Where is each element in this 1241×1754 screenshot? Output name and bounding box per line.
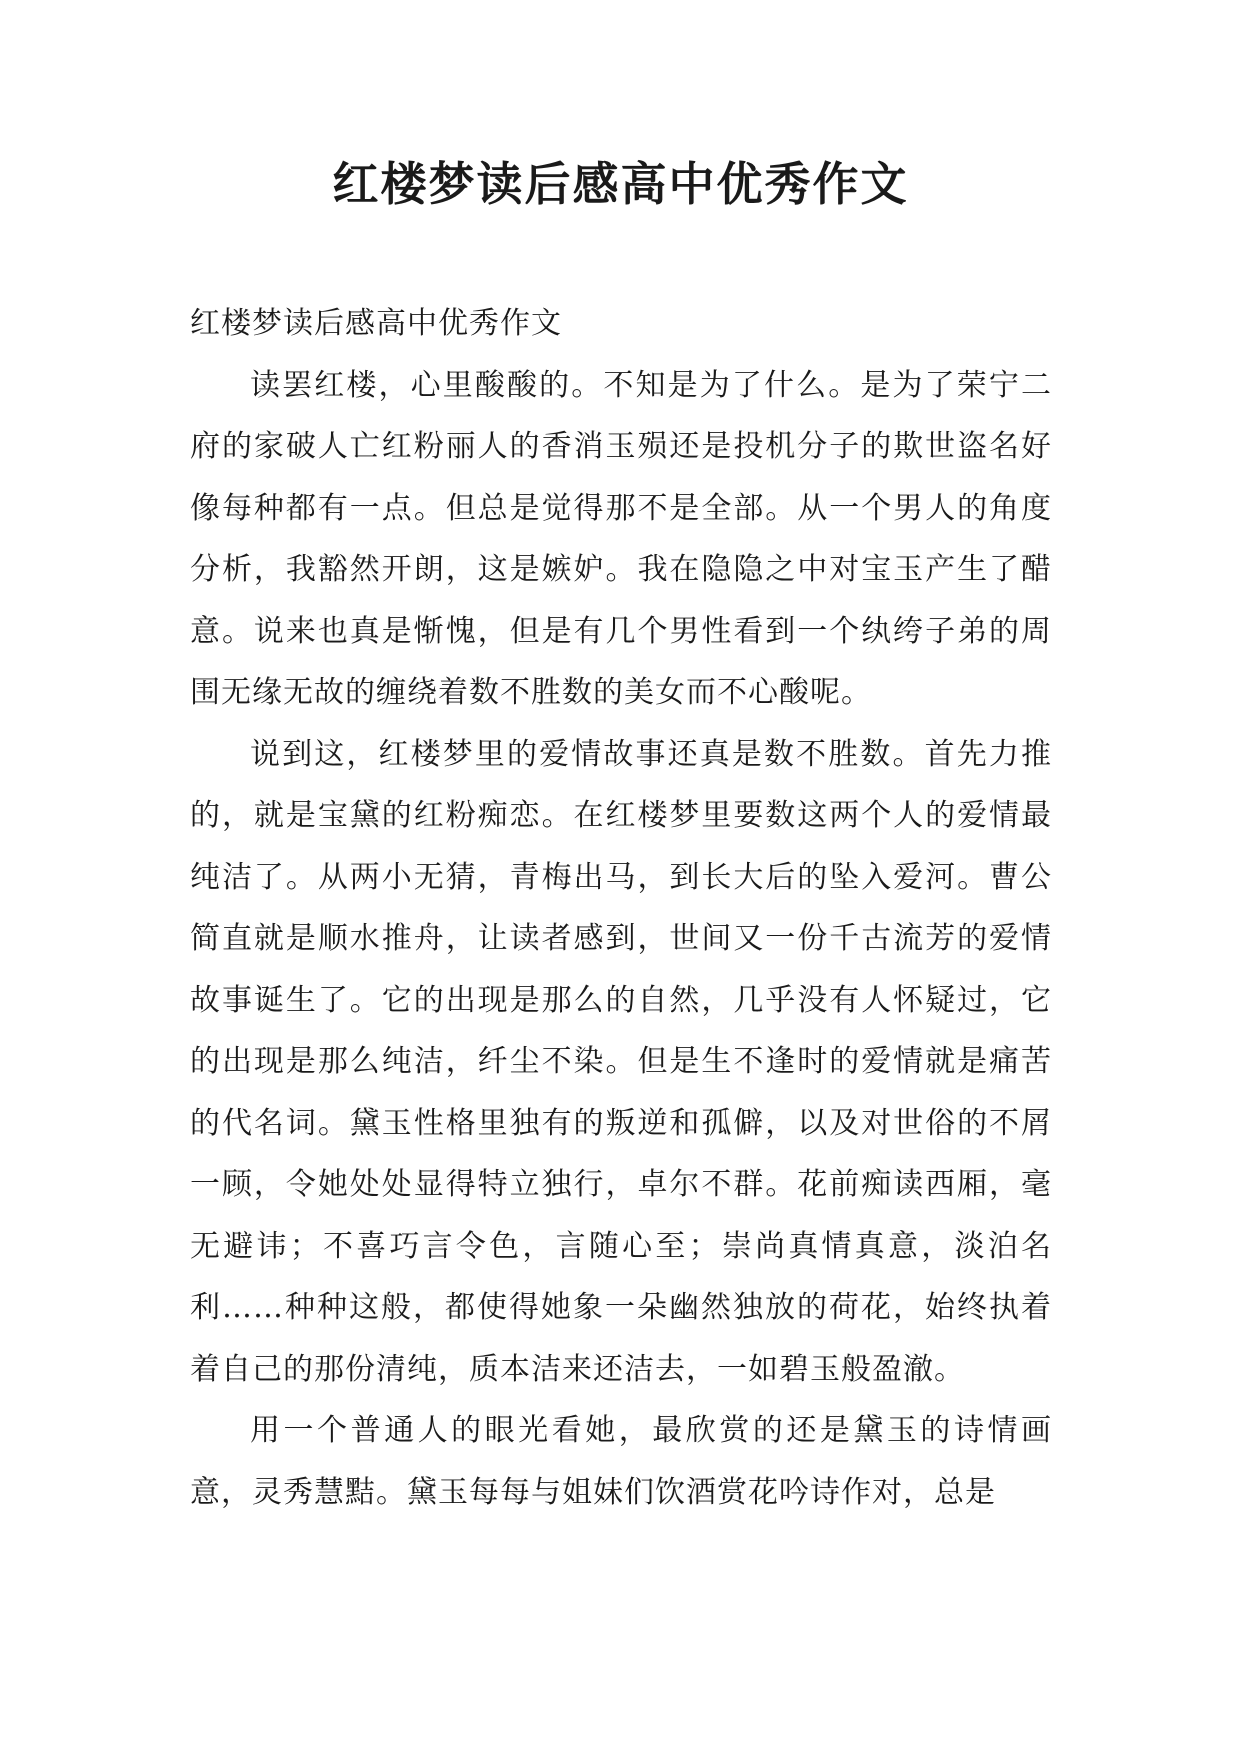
paragraph-2: 说到这，红楼梦里的爱情故事还真是数不胜数。首先力推的，就是宝黛的红粉痴恋。在红楼梦里要数这两个人的爱情最纯洁了。从两小无猜，青梅出马，到长大后的坠入爱河。曹公简直就是顺水推舟，让读者感到，世间又一份千古流芳的爱情故事诞生了。它的出现是那么的自然，几乎没有人怀疑过，它的出现是那么纯洁，纤尘不染。但是生不逢时的爱情就是痛苦的代名词。黛玉性格里独有的叛逆和孤僻，以及对世俗的不屑一顾，令她处处显得特立独行，卓尔不群。花前痴读西厢，毫无避讳；不喜巧言令色，言随心至；崇尚真情真意，淡泊名利……种种这般，都使得她象一朵幽然独放的荷花，始终执着着自己的那份清纯，质本洁来还洁去，一如碧玉般盈澈。: [190, 736, 1052, 1387]
document-subtitle: 红楼梦读后感高中优秀作文: [190, 306, 562, 341]
paragraph-1: 读罢红楼，心里酸酸的。不知是为了什么。是为了荣宁二府的家破人亡红粉丽人的香消玉殒还是投机分子的欺世盗名好像每种都有一点。但总是觉得那不是全部。从一个男人的角度分析，我豁然开朗，这是嫉妒。我在隐隐之中对宝玉产生了醋意。说来也真是惭愧，但是有几个男性看到一个纨绔子弟的周围无缘无故的缠绕着数不胜数的美女而不心酸呢。: [190, 367, 1052, 710]
document-title: 红楼梦读后感高中优秀作文: [332, 157, 909, 211]
paragraph-3: 用一个普通人的眼光看她，最欣赏的还是黛玉的诗情画意，灵秀慧黠。黛玉每每与姐妹们饮酒赏花吟诗作对，总是: [190, 1413, 1052, 1510]
document-body: [190, 293, 1052, 1523]
